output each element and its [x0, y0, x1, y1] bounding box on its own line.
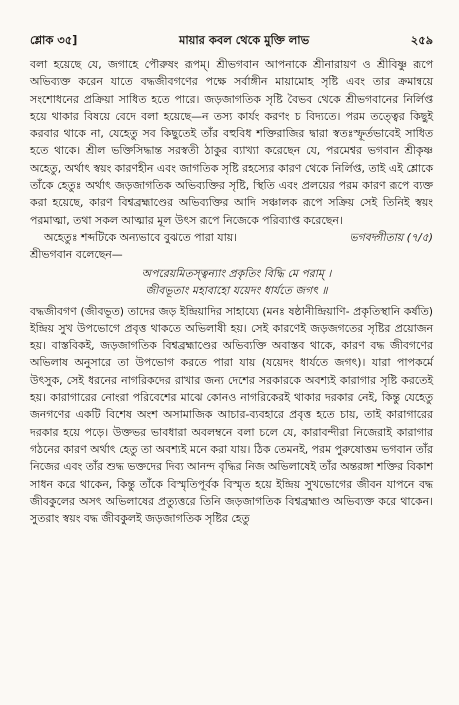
paragraph-2-line	[30, 229, 433, 246]
sanskrit-verse	[30, 265, 433, 300]
page-number: ২৫৯	[410, 33, 433, 47]
header-verse-label: শ্লোক ৩৫]	[30, 33, 78, 47]
running-header	[30, 32, 433, 51]
paragraph-2	[30, 229, 433, 246]
paragraph-2-tail: শ্রীভগবান বলেছেন—	[30, 248, 123, 262]
verse-line-1: অপরেয়মিতস্ত্বন্যাং প্রকৃতিং বিদ্ধি মে পরাম্‌ ।	[141, 266, 332, 280]
page-body	[30, 56, 433, 527]
paragraph-2-main: অহেতুঃ শব্দটিকে অন্যভাবে বুঝতে পারা যায়।	[44, 230, 238, 244]
paragraph-1: বলা হয়েছে যে, জগাহে পৌরুষং রূপম্‌। শ্রীভগবান আপনাকে শ্রীনারায়ণ ও শ্রীবিষ্ণু রূপে অভিব্যক্ত করেন যাতে বদ্ধজীবগণের পক্ষে সর্বাঙ্গীন মায়ামোহ সৃষ্টি এবং তার ক্রমান্বয়ে সংশোধনের প্রক্রিয়া সাধিত হতে পারে। জড়জাগতিক সৃষ্টি বৈভব থেকে শ্রীভগবানের নির্লিপ্ত হয়ে থাকার বিষয়ে বেদে বলা হয়েছে—ন তস্য কার্যং করণং চ বিদ্যতে। পরম তত্ত্বের কিছুই করবার থাকে না, যেহেতু সব কিছুতেই তাঁর বহুবিধ শক্তিরাজির দ্বারা স্বতঃস্ফূর্তভাবেই সাধিত হতে থাকে। শ্রীল ভক্তিসিদ্ধান্ত সরস্বতী ঠাকুর ব্যাখ্যা করেছেন যে, পরমেশ্বর ভগবান শ্রীকৃষ্ণ অহেতু, অর্থাৎ স্বয়ং কারণহীন এবং জাগতিক সৃষ্টি রহস্যের কারণ থেকে নির্লিপ্ত, তাই এই শ্লোকে তাঁকে হেতুঃ অর্থাৎ জড়জাগতিক অভিব্যক্তির সৃষ্টি, স্থিতি এবং প্রলয়ের পরম কারণ রূপে ব্যক্ত করা হয়েছে, কারণ বিশ্বব্রহ্মাণ্ডের অভিব্যক্তির আদি সঞ্চালক রূপে সক্রিয় সেই তিনিই স্বয়ং পরমাত্মা, তথা সকল আত্মার মূল উৎস রূপে নিজেকে পরিব্যাপ্ত করেছেন।	[30, 58, 434, 227]
paragraph-3: বদ্ধজীবগণ (জীবভূত) তাদের জড় ইন্দ্রিয়াদির সাহায্যে (মনঃ ষষ্ঠানীন্দ্রিয়াণি- প্রকৃতিস্থানি কর্ষতি) ইন্দ্রিয় সুখ উপভোগে প্রবৃত্ত থাকতে অভিলাষী হয়। সেই কারণেই জড়জগতের সৃষ্টির প্রয়োজন হয়। বাস্তবিকই, জড়জাগতিক বিশ্বব্রহ্মাণ্ডের অভিব্যক্তি অবাস্তব থাকে, কারণ বদ্ধ জীবগণের অভিলাষ অনুসারে তা উপভোগ করতে পারা যায় (যয়েদং ধার্যতে জগৎ)। যারা পাপকর্মে উৎসুক, সেই ধরনের নাগরিকদের রাখার জন্য দেশের সরকারকে অবশ্যই কারাগার সৃষ্টি করতেই হয়। কারাগারের নোংরা পরিবেশের মাঝে কোনও নাগরিকেরই থাকার দরকার নেই, কিন্তু যেহেতু জনগণের একটি বিশেষ অংশ অসামাজিক আচার-ব্যবহারে প্রবৃত্ত হতে চায়, তাই কারাগারের দরকার হয়ে পড়ে। উক্তভর ভাবধারা অবলম্বনে বলা চলে যে, কারাবন্দীরা নিজেরাই কারাগার গঠনের কারণ অর্থাৎ হেতু তা অবশ্যই মনে করা যায়। ঠিক তেমনই, পরম পুরুষোত্তম ভগবান তাঁর নিজের এবং তাঁর শুদ্ধ ভক্তদের দিব্য আনন্দ বৃদ্ধির নিজ অভিলাষেই তাঁর অন্তরঙ্গা শক্তির বিকাশ সাধন করে থাকেন, কিন্তু তাঁকে বিস্মৃতিপূর্বক বিস্মৃত হয়ে ইন্দ্রিয় সুখভোগের জীবন যাপনে বদ্ধ জীবকুলের অসৎ অভিলাষের প্রত্যুত্তরে তিনি জড়জাগতিক বিশ্বব্রহ্মাণ্ড অভিব্যক্ত করে থাকেন। সুতরাং স্বয়ং বদ্ধ জীবকুলই জড়জাগতিক সৃষ্টির হেতু	[30, 304, 433, 526]
paragraph-2-ref: ভগবদ্গীতায় (৭/৫)	[349, 230, 433, 244]
header-chapter-title: মায়ার কবল থেকে মুক্তি লাভ	[179, 33, 310, 47]
verse-line-2: জীবভূতাং মহাবাহো যয়েদং ধার্যতে জগৎ ॥	[145, 284, 328, 298]
